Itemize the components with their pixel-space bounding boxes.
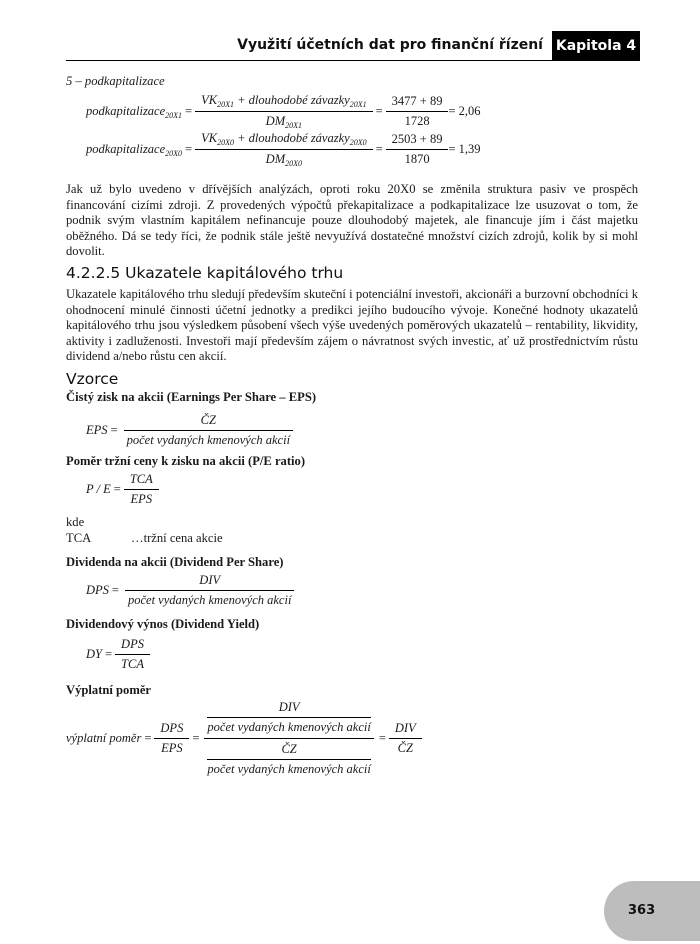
formula-lhs: podkapitalizace$_{20X1}$ [86,103,183,120]
formula-result: = 2,06 [448,104,481,118]
header-rule [66,60,640,61]
chapter-label: Kapitola 4 [555,38,637,54]
formula-pe: P / E = $\frac{\text{TCA}}{\text{EPS}}$ [86,472,159,507]
section-title: 4.2.2.5 Ukazatele kapitálového trhu [66,264,344,282]
formula-dps: DPS = $\frac{\text{DIV}}{\text{počet vydaných kmenových akcií}}$ [86,573,297,608]
fraction: $\frac{VK_{20X0} + dlouhodobé závazky_{20X0}}{DM_{20X0}}$ [198,131,369,168]
paragraph-ukazatele: Ukazatele kapitálového trhu sledují především skuteční i potenciální investoři, akcionáři a burzovní obchodníci k ohodnocení minulé činnosti účetní jednotky a predikci jejího budoucího vývoje. Konečné hodnoty ukazatelů kapitálového trhu jsou výsledkem působení všech výše uvedených poměrových ukazatelů – rentability, likvidity, aktivity i zadluženosti. Investoři mají především zájem o návratnost svých investic, ať už prostřednictvím růstu dividend a/nebo růstu cen akcií. [66,287,638,364]
payout-title: Výplatní poměr [66,683,152,697]
kde-label: kde [66,515,85,529]
dps-title: Dividenda na akcii (Dividend Per Share) [66,555,284,569]
formula-lhs: podkapitalizace$_{20X0}$ [86,141,183,158]
fraction: $\frac{VK_{20X1} + dlouhodobé závazky_{20X1}}{DM_{20X1}}$ [198,93,369,130]
formula-podkapitalizace-20x0: podkapitalizace$_{20X0}$ = $\frac{VK_{20X0} + dlouhodobé závazky_{20X0}}{DM_{20X0}}$ = $\frac{2503 + 89}{1870}$ = 1,39 [86,131,481,168]
formula-result: = 1,39 [448,142,481,156]
running-header-title: Využití účetních dat pro finanční řízení [237,37,543,53]
page-number: 363 [628,903,656,918]
chapter-badge [552,31,640,61]
tca-abbr: TCA [66,531,92,545]
formula-dy: DY = $\frac{\text{DPS}}{\text{TCA}}$ [86,637,150,672]
vzorce-heading: Vzorce [66,370,119,388]
formula-eps: EPS = $\frac{ČZ}{\text{počet vydaných kmenových akcií}}$ [86,413,296,448]
dy-title: Dividendový výnos (Dividend Yield) [66,617,260,631]
formula-podkapitalizace-20x1: podkapitalizace$_{20X1}$ = $\frac{VK_{20X1} + dlouhodobé závazky_{20X1}}{DM_{20X1}}$ = $\frac{3477 + 89}{1728}$ = 2,06 [86,93,481,130]
pe-title: Poměr tržní ceny k zisku na akcii (P/E ratio) [66,454,306,468]
paragraph-intro: Jak už bylo uvedeno v dřívějších analýzách, oproti roku 20X0 se změnila struktura pasiv ve prospěch financování cizími zdroji. Z provedených výpočtů překapitalizace a podkapitalizace lze usuzovat o tom, že podnik svým vlastním kapitálem nefinancuje pouze dlouhodobý majetek, ale financuje jím i část majetku oběžného. Dá se tedy říci, že podnik stále ještě nevyužívá dostatečné množství cizích zdrojů, kolik by si mohl dovolit. [66,182,638,259]
eps-title: Čistý zisk na akcii (Earnings Per Share – EPS) [66,390,317,404]
subheading-podkapitalizace: 5 – podkapitalizace [66,74,165,88]
fraction-values: $\frac{3477 + 89}{1728}$ [389,94,446,129]
page-number-tab [604,881,700,941]
tca-description: …tržní cena akcie [131,531,223,545]
formula-payout: výplatní poměr = $\frac{\text{DPS}}{\text{EPS}}$ = DIV počet vydaných kmenových akcií ČZ počet vydaných kmenových akcií = $\frac{\text{DIV}}{ČZ}$ [66,700,422,777]
fraction-values: $\frac{2503 + 89}{1870}$ [389,132,446,167]
